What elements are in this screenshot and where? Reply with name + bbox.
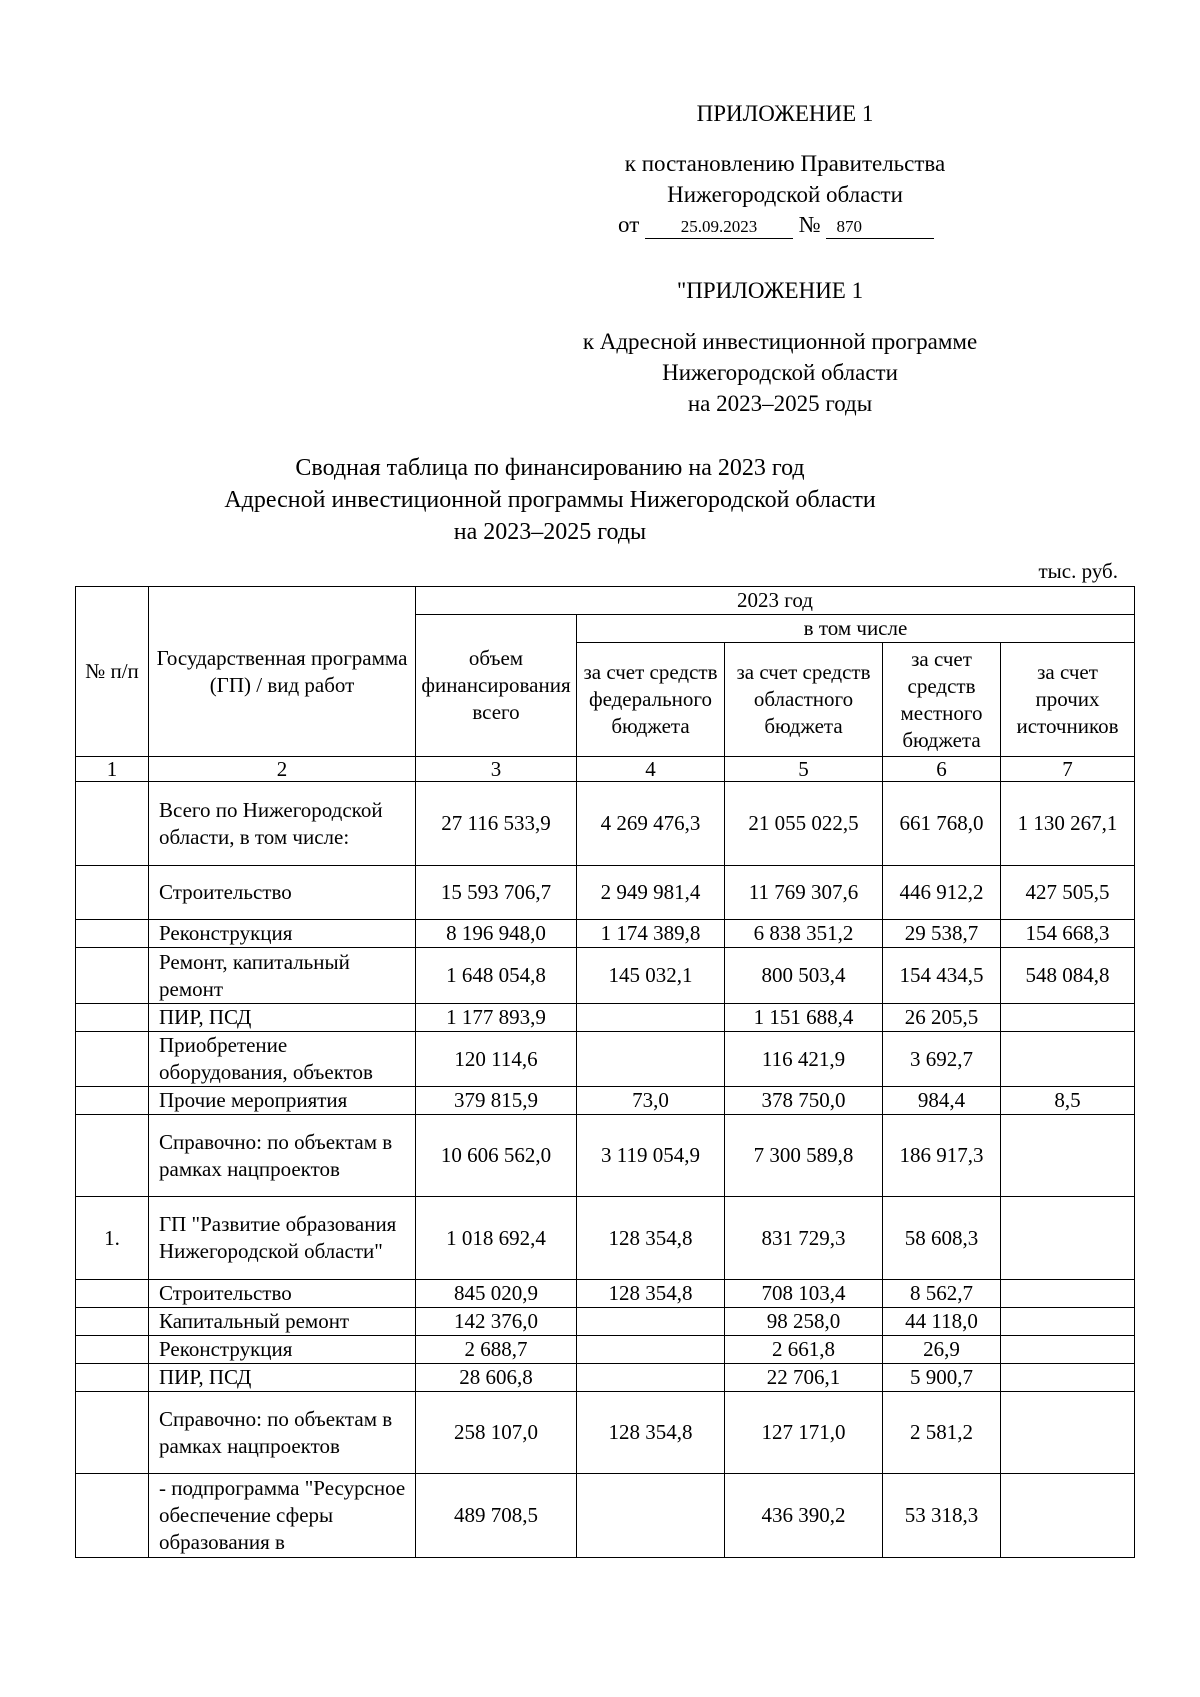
cell-num (76, 920, 149, 948)
table-row (76, 1115, 1135, 1197)
cell-name: Всего по Нижегородской области, в том числе: (149, 782, 416, 866)
cell-num (76, 1280, 149, 1308)
cell-local: 29 538,7 (883, 920, 1001, 948)
cell-federal: 128 354,8 (577, 1280, 725, 1308)
table-row (76, 1004, 1135, 1032)
table-row (76, 1087, 1135, 1115)
program-reference (500, 326, 1060, 419)
cell-name: Реконструкция (149, 1336, 416, 1364)
cell-local: 984,4 (883, 1087, 1001, 1115)
decree-line-1: к постановлению Правительства (624, 151, 946, 176)
table-row (76, 866, 1135, 920)
column-number: 3 (416, 757, 577, 782)
cell-federal (577, 1336, 725, 1364)
cell-name: Справочно: по объектам в рамках нацпроектов (149, 1115, 416, 1197)
cell-total: 258 107,0 (416, 1392, 577, 1474)
cell-num (76, 866, 149, 920)
decree-reference (540, 148, 1030, 210)
table-row (76, 1280, 1135, 1308)
cell-num (76, 1308, 149, 1336)
cell-regional: 378 750,0 (725, 1087, 883, 1115)
cell-local: 26,9 (883, 1336, 1001, 1364)
cell-local: 186 917,3 (883, 1115, 1001, 1197)
header-other: за счет прочих источников (1001, 643, 1135, 757)
table-row (76, 1336, 1135, 1364)
cell-regional: 800 503,4 (725, 948, 883, 1004)
column-number: 4 (577, 757, 725, 782)
cell-total: 379 815,9 (416, 1087, 577, 1115)
cell-total: 1 018 692,4 (416, 1197, 577, 1280)
cell-regional: 6 838 351,2 (725, 920, 883, 948)
appendix-2-title: "ПРИЛОЖЕНИЕ 1 (676, 278, 864, 303)
cell-name: ПИР, ПСД (149, 1364, 416, 1392)
cell-other: 548 084,8 (1001, 948, 1135, 1004)
column-number: 6 (883, 757, 1001, 782)
cell-num (76, 1115, 149, 1197)
decree-number: 870 (826, 216, 934, 239)
program-line-2: Нижегородской области (662, 360, 898, 385)
date-prefix: от (618, 212, 640, 237)
cell-local: 661 768,0 (883, 782, 1001, 866)
table-title (100, 452, 1000, 548)
cell-other (1001, 1115, 1135, 1197)
cell-regional: 116 421,9 (725, 1032, 883, 1087)
cell-other: 427 505,5 (1001, 866, 1135, 920)
table-row (76, 948, 1135, 1004)
cell-other (1001, 1364, 1135, 1392)
cell-other (1001, 1280, 1135, 1308)
cell-local: 26 205,5 (883, 1004, 1001, 1032)
cell-name: Прочие мероприятия (149, 1087, 416, 1115)
table-row (76, 920, 1135, 948)
cell-num (76, 1474, 149, 1558)
cell-regional: 2 661,8 (725, 1336, 883, 1364)
column-number: 2 (149, 757, 416, 782)
cell-name: ПИР, ПСД (149, 1004, 416, 1032)
cell-total: 28 606,8 (416, 1364, 577, 1392)
cell-other (1001, 1336, 1135, 1364)
cell-local: 58 608,3 (883, 1197, 1001, 1280)
cell-local: 5 900,7 (883, 1364, 1001, 1392)
cell-federal: 2 949 981,4 (577, 866, 725, 920)
table-row (76, 1308, 1135, 1336)
cell-regional: 436 390,2 (725, 1474, 883, 1558)
cell-name: Строительство (149, 866, 416, 920)
cell-federal (577, 1032, 725, 1087)
cell-local: 53 318,3 (883, 1474, 1001, 1558)
cell-other (1001, 1308, 1135, 1336)
header-year: 2023 год (416, 587, 1135, 615)
cell-regional: 21 055 022,5 (725, 782, 883, 866)
cell-other: 8,5 (1001, 1087, 1135, 1115)
cell-other (1001, 1032, 1135, 1087)
cell-num (76, 1004, 149, 1032)
cell-num (76, 1087, 149, 1115)
cell-total: 27 116 533,9 (416, 782, 577, 866)
cell-regional: 127 171,0 (725, 1392, 883, 1474)
table-title-line-2: Адресной инвестиционной программы Нижегородской области (224, 487, 876, 513)
cell-num (76, 1032, 149, 1087)
cell-other (1001, 1392, 1135, 1474)
header-regional: за счет средств областного бюджета (725, 643, 883, 757)
cell-name: Приобретение оборудования, объектов (149, 1032, 416, 1087)
units-label: тыс. руб. (1038, 559, 1118, 583)
cell-num (76, 782, 149, 866)
cell-federal: 128 354,8 (577, 1392, 725, 1474)
table-body (76, 782, 1135, 1558)
cell-num (76, 1336, 149, 1364)
cell-total: 1 648 054,8 (416, 948, 577, 1004)
table-title-line-3: на 2023–2025 годы (453, 519, 647, 545)
cell-local: 3 692,7 (883, 1032, 1001, 1087)
cell-regional: 708 103,4 (725, 1280, 883, 1308)
cell-other (1001, 1004, 1135, 1032)
financing-table (75, 586, 1135, 1558)
cell-num (76, 948, 149, 1004)
cell-num (76, 1364, 149, 1392)
cell-regional: 1 151 688,4 (725, 1004, 883, 1032)
cell-name: Ремонт, капитальный ремонт (149, 948, 416, 1004)
header-local: за счет средств местного бюджета (883, 643, 1001, 757)
cell-total: 15 593 706,7 (416, 866, 577, 920)
decree-line-2: Нижегородской области (667, 182, 903, 207)
column-number: 5 (725, 757, 883, 782)
cell-federal: 128 354,8 (577, 1197, 725, 1280)
cell-federal: 4 269 476,3 (577, 782, 725, 866)
decree-date-number (618, 212, 934, 239)
number-prefix: № (798, 212, 821, 237)
table-row (76, 1364, 1135, 1392)
cell-local: 44 118,0 (883, 1308, 1001, 1336)
program-line-3: на 2023–2025 годы (687, 391, 873, 416)
cell-name: Справочно: по объектам в рамках нацпроектов (149, 1392, 416, 1474)
header-total: объем финансирования всего (416, 615, 577, 757)
cell-total: 8 196 948,0 (416, 920, 577, 948)
cell-local: 446 912,2 (883, 866, 1001, 920)
cell-regional: 11 769 307,6 (725, 866, 883, 920)
cell-federal (577, 1004, 725, 1032)
cell-regional: 98 258,0 (725, 1308, 883, 1336)
table-row (76, 1032, 1135, 1087)
cell-federal: 3 119 054,9 (577, 1115, 725, 1197)
table-title-line-1: Сводная таблица по финансированию на 2023 год (295, 455, 805, 481)
cell-federal: 145 032,1 (577, 948, 725, 1004)
cell-total: 2 688,7 (416, 1336, 577, 1364)
cell-total: 10 606 562,0 (416, 1115, 577, 1197)
cell-federal: 73,0 (577, 1087, 725, 1115)
cell-federal (577, 1364, 725, 1392)
cell-federal (577, 1308, 725, 1336)
cell-federal: 1 174 389,8 (577, 920, 725, 948)
cell-other (1001, 1197, 1135, 1280)
table-row (76, 1474, 1135, 1558)
header-federal: за счет средств федерального бюджета (577, 643, 725, 757)
cell-federal (577, 1474, 725, 1558)
header-program: Государственная программа (ГП) / вид работ (149, 587, 416, 757)
header-including: в том числе (577, 615, 1135, 643)
cell-name: ГП "Развитие образования Нижегородской области" (149, 1197, 416, 1280)
cell-regional: 831 729,3 (725, 1197, 883, 1280)
cell-total: 845 020,9 (416, 1280, 577, 1308)
cell-other (1001, 1474, 1135, 1558)
table-row (76, 1392, 1135, 1474)
table-row (76, 1197, 1135, 1280)
cell-regional: 22 706,1 (725, 1364, 883, 1392)
cell-local: 2 581,2 (883, 1392, 1001, 1474)
header-num: № п/п (76, 587, 149, 757)
appendix-title: ПРИЛОЖЕНИЕ 1 (696, 101, 874, 126)
cell-name: - подпрограмма "Ресурсное обеспечение сферы образования в (149, 1474, 416, 1558)
cell-num (76, 1392, 149, 1474)
cell-name: Капитальный ремонт (149, 1308, 416, 1336)
cell-other: 1 130 267,1 (1001, 782, 1135, 866)
cell-other: 154 668,3 (1001, 920, 1135, 948)
column-number: 7 (1001, 757, 1135, 782)
cell-total: 1 177 893,9 (416, 1004, 577, 1032)
cell-name: Строительство (149, 1280, 416, 1308)
cell-local: 154 434,5 (883, 948, 1001, 1004)
cell-local: 8 562,7 (883, 1280, 1001, 1308)
table-row (76, 782, 1135, 866)
cell-total: 489 708,5 (416, 1474, 577, 1558)
decree-date: 25.09.2023 (645, 216, 793, 239)
program-line-1: к Адресной инвестиционной программе (582, 329, 978, 354)
cell-total: 142 376,0 (416, 1308, 577, 1336)
cell-total: 120 114,6 (416, 1032, 577, 1087)
cell-regional: 7 300 589,8 (725, 1115, 883, 1197)
cell-num: 1. (76, 1197, 149, 1280)
column-number: 1 (76, 757, 149, 782)
cell-name: Реконструкция (149, 920, 416, 948)
